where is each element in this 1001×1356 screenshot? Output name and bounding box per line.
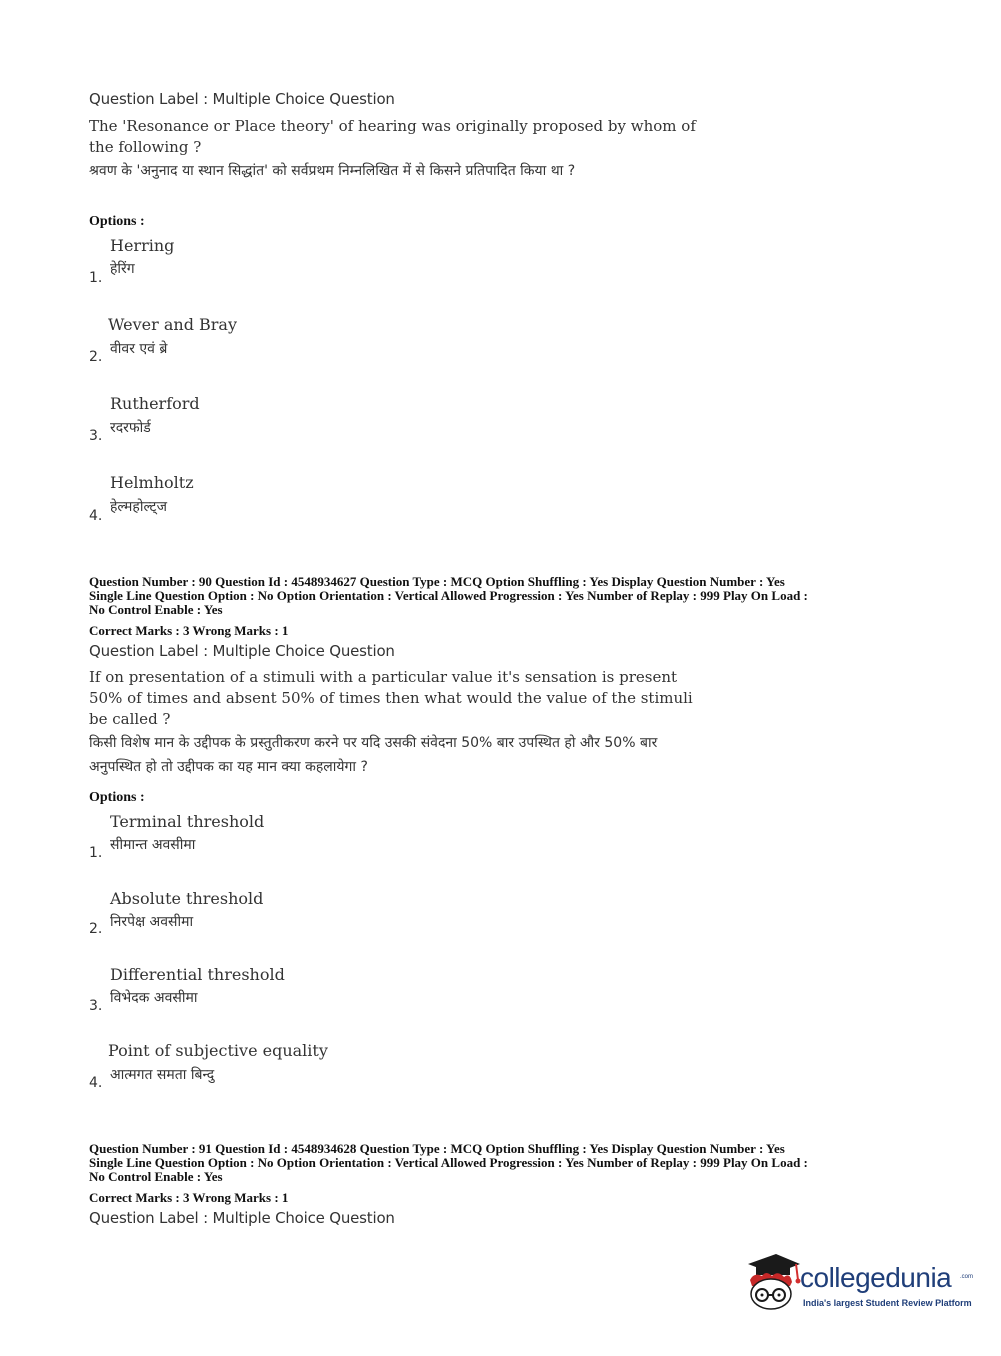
option-3-en: Rutherford bbox=[110, 394, 200, 413]
option-1-number: 1. bbox=[89, 845, 103, 861]
option-2-en: Absolute threshold bbox=[110, 889, 264, 908]
option-1-en: Terminal threshold bbox=[110, 812, 265, 831]
option-4-hi: आत्मगत समता बिन्दु bbox=[110, 1067, 215, 1083]
option-4-hi: हेल्महोल्ट्ज bbox=[110, 499, 167, 515]
question-meta-line-3: No Control Enable : Yes bbox=[89, 602, 223, 617]
option-2-en: Wever and Bray bbox=[108, 315, 238, 334]
question-label: Question Label : Multiple Choice Question bbox=[89, 642, 395, 660]
option-2-number: 2. bbox=[89, 921, 103, 937]
question-label: Question Label : Multiple Choice Question bbox=[89, 90, 395, 108]
option-3-en: Differential threshold bbox=[110, 965, 285, 984]
option-1-en: Herring bbox=[110, 236, 175, 255]
option-1-hi: सीमान्त अवसीमा bbox=[110, 837, 196, 853]
options-heading: Options : bbox=[89, 790, 145, 805]
collegedunia-logo bbox=[742, 1250, 972, 1320]
question-text-hi: श्रवण के 'अनुनाद या स्थान सिद्धांत' को सर्वप्रथम निम्नलिखित में से किसने प्रतिपादित किया था ? bbox=[89, 163, 576, 179]
option-3-number: 3. bbox=[89, 428, 103, 444]
option-4-number: 4. bbox=[89, 508, 103, 524]
logo-tagline: India's largest Student Review Platform bbox=[803, 1298, 972, 1308]
options-heading: Options : bbox=[89, 214, 145, 229]
question-label: Question Label : Multiple Choice Question bbox=[89, 1209, 395, 1227]
option-2-hi: निरपेक्ष अवसीमा bbox=[110, 914, 194, 930]
question-text-hi: किसी विशेष मान के उद्दीपक के प्रस्तुतीकरण करने पर यदि उसकी संवेदना 50% बार उपस्थित हो और 50% बार अनुपस्थित हो तो उद्दीपक का यह मान क्या कहलायेगा ? bbox=[89, 735, 658, 775]
question-text-en: If on presentation of a stimuli with a particular value it's sensation is present 50% of times and absent 50% of times then what would the value of the stimuli be called ? bbox=[89, 668, 693, 728]
option-4-en: Point of subjective equality bbox=[108, 1041, 328, 1060]
logo-name: collegedunia bbox=[800, 1262, 952, 1293]
option-1-hi: हेरिंग bbox=[110, 261, 135, 277]
question-meta-line-3: No Control Enable : Yes bbox=[89, 1169, 223, 1184]
question-meta-line-1: Question Number : 90 Question Id : 4548934627 Question Type : MCQ Option Shuffling : Yes Display Question Number : Yes bbox=[89, 574, 785, 589]
option-4-number: 4. bbox=[89, 1075, 103, 1091]
question-marks: Correct Marks : 3 Wrong Marks : 1 bbox=[89, 1190, 289, 1205]
mascot-icon bbox=[742, 1250, 804, 1312]
option-3-hi: रदरफोर्ड bbox=[110, 420, 151, 436]
question-meta-line-2: Single Line Question Option : No Option Orientation : Vertical Allowed Progression : Yes Number of Replay : 999 Play On Load : bbox=[89, 1155, 808, 1170]
option-2-number: 2. bbox=[89, 349, 103, 365]
question-text-en: The 'Resonance or Place theory' of hearing was originally proposed by whom of the following ? bbox=[89, 117, 696, 156]
option-4-en: Helmholtz bbox=[110, 473, 194, 492]
option-2-hi: वीवर एवं ब्रे bbox=[110, 341, 168, 357]
logo-suffix: .com bbox=[960, 1274, 974, 1280]
option-3-hi: विभेदक अवसीमा bbox=[110, 990, 198, 1006]
option-1-number: 1. bbox=[89, 270, 103, 286]
option-3-number: 3. bbox=[89, 998, 103, 1014]
question-meta-line-1: Question Number : 91 Question Id : 4548934628 Question Type : MCQ Option Shuffling : Yes Display Question Number : Yes bbox=[89, 1141, 785, 1156]
question-marks: Correct Marks : 3 Wrong Marks : 1 bbox=[89, 623, 289, 638]
question-meta-line-2: Single Line Question Option : No Option Orientation : Vertical Allowed Progression : Yes Number of Replay : 999 Play On Load : bbox=[89, 588, 808, 603]
